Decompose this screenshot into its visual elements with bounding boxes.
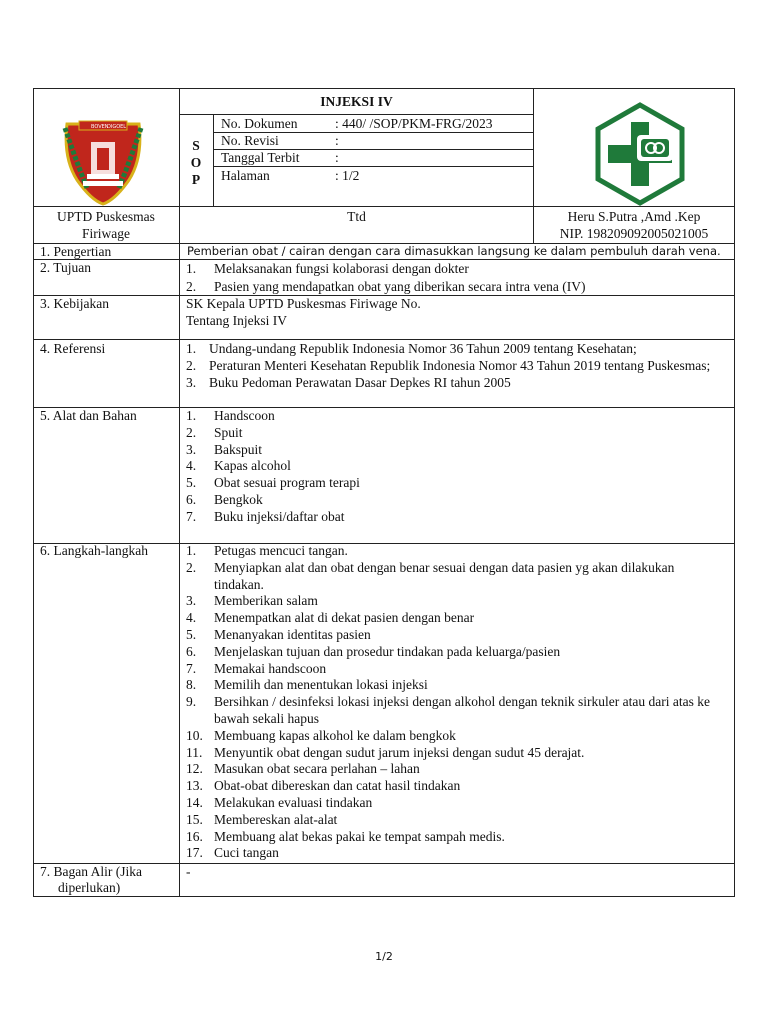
item-number: 1. — [186, 261, 197, 276]
meta-label-revisi: No. Revisi — [221, 133, 279, 148]
meta-value-halaman: : 1/2 — [335, 168, 360, 183]
item-number: 2. — [186, 279, 197, 294]
list-item — [186, 593, 716, 610]
list-item — [186, 728, 716, 745]
list-item — [186, 627, 716, 644]
item-number: 4. — [186, 458, 197, 474]
list-item — [186, 375, 728, 392]
item-text: Kapas alcohol — [214, 458, 291, 474]
meta-value-revisi: : — [335, 133, 339, 148]
section-label-tujuan: 2. Tujuan — [40, 260, 92, 275]
list-item — [186, 761, 716, 778]
item-number: 3. — [186, 441, 197, 457]
item-text: Undang-undang Republik Indonesia Nomor 36 Tahun 2009 tentang Kesehatan; — [209, 341, 637, 356]
item-number: 13. — [186, 778, 203, 794]
item-number: 2. — [186, 424, 197, 440]
item-number: 8. — [186, 677, 197, 693]
list-item — [186, 509, 726, 526]
divider-sop-letters — [213, 114, 214, 206]
section-label-pengertian: 1. Pengertian — [40, 244, 112, 259]
kebijakan-line-2: Tentang Injeksi IV — [186, 313, 288, 328]
item-number: 11. — [186, 744, 203, 760]
item-number: 2. — [186, 559, 197, 575]
list-item — [186, 543, 716, 560]
item-text: Buku Pedoman Perawatan Dasar Depkes RI tahun 2005 — [209, 374, 511, 390]
meta-label-halaman: Halaman — [221, 168, 270, 183]
list-item — [186, 795, 716, 812]
item-number: 1. — [186, 341, 197, 356]
sop-letter-p: P — [191, 172, 201, 187]
item-text: Cuci tangan — [214, 845, 279, 861]
list-item — [186, 278, 726, 296]
item-number: 12. — [186, 761, 203, 777]
alat-bahan-list — [186, 408, 726, 526]
logo-left-bottom — [33, 206, 179, 207]
list-item — [186, 475, 726, 492]
section-label-kebijakan: 3. Kebijakan — [40, 296, 109, 311]
section-label-bagan-line-1: 7. Bagan Alir (Jika — [40, 864, 142, 879]
item-number: 9. — [186, 694, 197, 710]
item-number: 6. — [186, 491, 197, 507]
meta-value-dokumen: : 440/ /SOP/PKM-FRG/2023 — [335, 116, 493, 131]
referensi-list — [186, 341, 728, 391]
list-item — [186, 442, 726, 459]
item-number: 16. — [186, 828, 203, 844]
sop-letter-o: O — [190, 155, 202, 170]
item-text: Menanyakan identitas pasien — [214, 626, 371, 642]
item-text: Menyiapkan alat dan obat dengan benar sesuai dengan data pasien yg akan dilakukan tindakan. — [214, 559, 675, 592]
item-number: 6. — [186, 643, 197, 659]
logo-right-bottom — [533, 206, 735, 207]
item-text: Menempatkan alat di dekat pasien dengan benar — [214, 610, 475, 626]
signature-caption: Ttd — [347, 209, 366, 224]
item-number: 15. — [186, 811, 203, 827]
item-number: 10. — [186, 727, 203, 743]
item-number: 1. — [186, 543, 197, 558]
row-line-4 — [33, 339, 735, 340]
item-text: Membuang kapas alkohol ke dalam bengkok — [214, 727, 456, 743]
tujuan-list — [186, 260, 726, 296]
signer-nip: NIP. 198209092005021005 — [559, 226, 709, 241]
item-text: Membereskan alat-alat — [214, 811, 338, 827]
item-text: Obat sesuai program terapi — [214, 475, 360, 491]
section-label-langkah: 6. Langkah-langkah — [40, 543, 148, 558]
item-text: Memberikan salam — [214, 593, 318, 609]
item-number: 3. — [186, 374, 197, 390]
item-text: Membuang alat bekas pakai ke tempat sampah medis. — [214, 828, 505, 844]
list-item — [186, 458, 726, 475]
item-text: Bersihkan / desinfeksi lokasi injeksi dengan alkohol dengan teknik sirkuler atau dari atas ke bawah sekali hapus — [214, 694, 710, 726]
item-text: Pasien yang mendapatkan obat yang diberikan secara intra vena (IV) — [214, 279, 586, 294]
item-number: 3. — [186, 593, 197, 609]
list-item — [186, 408, 726, 425]
seal-text-right: DIGOEL — [107, 124, 127, 130]
item-text: Menyuntik obat dengan sudut jarum injeksi dengan sudut 45 derajat. — [214, 744, 585, 760]
item-text: Peraturan Menteri Kesehatan Republik Indonesia Nomor 43 Tahun 2019 tentang Puskesmas; — [209, 357, 711, 373]
item-number: 1. — [186, 408, 197, 423]
item-text: Melaksanakan fungsi kolaborasi dengan dokter — [214, 261, 469, 276]
meta-label-tanggal: Tanggal Terbit — [221, 150, 300, 165]
list-item — [186, 260, 726, 278]
border-bottom — [33, 896, 735, 897]
kebijakan-line-1: SK Kepala UPTD Puskesmas Firiwage No. — [186, 296, 421, 311]
list-item — [186, 812, 716, 829]
list-item — [186, 845, 716, 862]
section-label-alat-bahan: 5. Alat dan Bahan — [40, 408, 137, 423]
list-item — [186, 661, 716, 678]
item-text: Obat-obat dibereskan dan catat hasil tindakan — [214, 778, 461, 794]
list-item — [186, 829, 716, 846]
list-item — [186, 745, 716, 762]
langkah-list — [186, 543, 716, 862]
item-number: 5. — [186, 626, 197, 642]
section-label-bagan-line-2: diperlukan) — [58, 880, 121, 895]
item-number: 5. — [186, 475, 197, 491]
puskesmas-logo — [593, 102, 687, 206]
item-text: Masukan obat secara perlahan – lahan — [214, 761, 420, 777]
meta-value-tanggal: : — [335, 150, 339, 165]
boven-digoel-seal-logo — [57, 118, 149, 206]
page-number: 1/2 — [375, 950, 393, 963]
item-text: Bakspuit — [214, 441, 263, 457]
item-text: Petugas mencuci tangan. — [214, 543, 348, 558]
item-text: Buku injeksi/daftar obat — [214, 508, 345, 524]
list-item — [186, 694, 716, 728]
item-number: 17. — [186, 845, 203, 861]
list-item — [186, 358, 728, 375]
item-text: Memakai handscoon — [214, 660, 327, 676]
pengertian-text: Pemberian obat / cairan dengan cara dimasukkan langsung ke dalam pembuluh darah vena. — [187, 244, 721, 258]
item-number: 2. — [186, 357, 197, 373]
border-top — [33, 88, 735, 89]
section-label-referensi: 4. Referensi — [40, 341, 106, 356]
list-item — [186, 425, 726, 442]
item-text: Bengkok — [214, 491, 263, 507]
item-number: 14. — [186, 794, 203, 810]
item-number: 7. — [186, 660, 197, 676]
list-item — [186, 492, 726, 509]
list-item — [186, 778, 716, 795]
title-underline — [179, 114, 534, 115]
item-text: Handscoon — [214, 408, 275, 423]
document-title: INJEKSI IV — [320, 94, 393, 109]
meta-label-dokumen: No. Dokumen — [221, 116, 298, 131]
sop-document — [33, 88, 735, 897]
item-text: Menjelaskan tujuan dan prosedur tindakan pada keluarga/pasien — [214, 643, 561, 659]
sop-letter-s: S — [192, 138, 200, 153]
left-caption-line-1: UPTD Puskesmas — [57, 209, 155, 224]
signer-name: Heru S.Putra ,Amd .Kep — [567, 209, 701, 224]
item-number: 4. — [186, 610, 197, 626]
meta-bottom — [179, 206, 534, 207]
list-item — [186, 677, 716, 694]
item-number: 7. — [186, 508, 197, 524]
bagan-alir-value: - — [186, 864, 191, 879]
left-caption-line-2: Firiwage — [82, 226, 130, 241]
list-item — [186, 341, 728, 358]
item-text: Spuit — [214, 424, 243, 440]
seal-text-left: BOVEN — [91, 124, 109, 130]
item-text: Memilih dan menentukan lokasi injeksi — [214, 677, 428, 693]
list-item — [186, 610, 716, 627]
list-item — [186, 560, 716, 594]
list-item — [186, 644, 716, 661]
item-text: Melakukan evaluasi tindakan — [214, 794, 373, 810]
